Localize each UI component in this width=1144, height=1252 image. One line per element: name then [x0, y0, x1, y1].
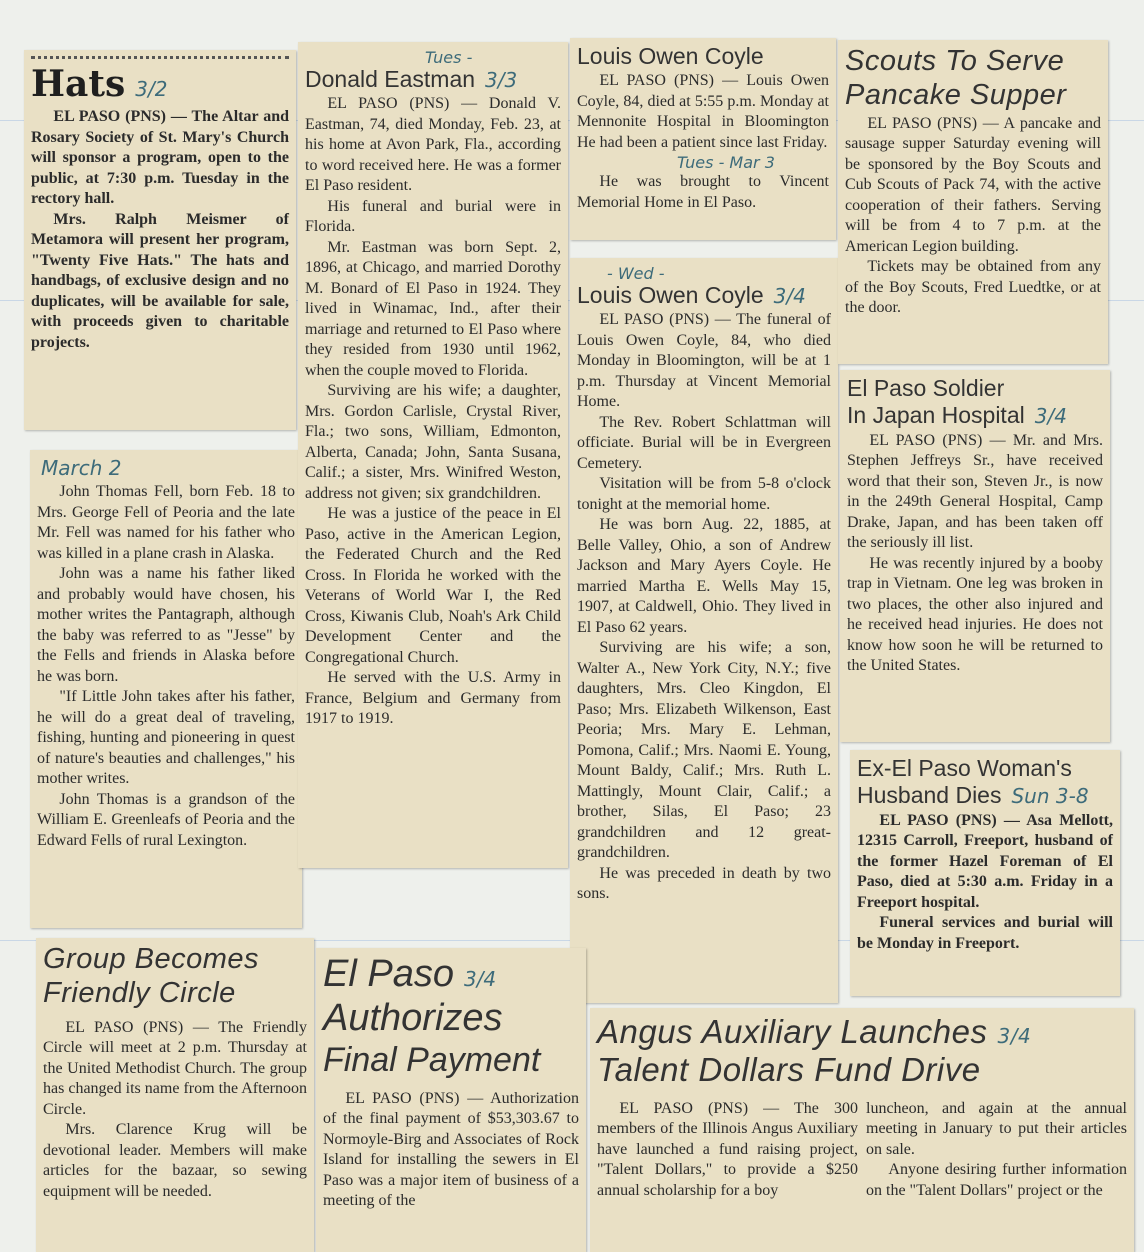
- coyle-funeral-headline: Louis Owen Coyle 3/4: [577, 282, 806, 308]
- clipping-final-payment: [316, 948, 586, 1252]
- eastman-headline: Donald Eastman 3/3: [305, 66, 518, 92]
- paragraph: Mrs. Clarence Krug will be devotional leader. Members will make articles for the bazaar, so sewing equipment will be needed.: [43, 1121, 307, 1200]
- paragraph: Surviving are his wife; a son, Walter A., New York City, N.Y.; five daughters, Mrs. Cleo Kingdon, El Paso; Mrs. Elizabeth Wilkenson, East Peoria; Mrs. Mary E. Lehman, Pomona, Calif.; Mrs. Naomi E. Young, Mount Baldy, Calif.; Mrs. Ruth L. Mattingly, Mount Clair, Calif.; a brother, Silas, El Paso; 23 grandchildren and 12 great-grandchildren.: [577, 639, 831, 862]
- exwoman-headline-2: Husband Dies Sun 3-8: [857, 782, 1089, 809]
- handwritten-note: - Wed -: [607, 264, 665, 283]
- handwritten-date: March 2: [41, 456, 122, 480]
- paragraph: He was recently injured by a booby trap in Vietnam. One leg was broken in two places, the other also injured and he received head injuries. He does not know how soon he will be returned to the United States.: [847, 554, 1103, 675]
- paragraph: The Rev. Robert Schlattman will officiate. Burial will be in Evergreen Cemetery.: [577, 413, 831, 472]
- clipping-coyle-funeral: [570, 258, 838, 1003]
- handwritten-date: 3/2: [135, 77, 168, 101]
- soldier-headline-1: El Paso Soldier: [847, 375, 1005, 401]
- handwritten-date: 3/4: [1034, 404, 1067, 429]
- paragraph: Visitation will be from 5-8 o'clock tonight at the memorial home.: [577, 475, 831, 513]
- paragraph: EL PASO (PNS) — The Altar and Rosary Society of St. Mary's Church will sponsor a program, open to the public, at 7:30 p.m. Tuesday in the rectory hall.: [31, 108, 289, 207]
- friendly-headline-2: Friendly Circle: [43, 976, 236, 1009]
- paragraph: EL PASO (PNS) — The Friendly Circle will meet at 2 p.m. Thursday at the United Methodist Church. The group has changed its name from the Afternoon Circle.: [43, 1018, 307, 1118]
- paragraph: Funeral services and burial will be Monday in Freeport.: [857, 914, 1113, 952]
- paragraph: "If Little John takes after his father, he will do a great deal of traveling, fishing, hunting and pioneering in quest of nature's beauties and challenges," his mother writes.: [37, 688, 295, 787]
- payment-headline-1: El Paso 3/4: [323, 953, 497, 995]
- paragraph: He was a justice of the peace in El Paso, active in the American Legion, the Federated Church and the Red Cross. In Florida he worked with the Veterans of World War I, the Red Cross, Kiwanis Club, Noah's Ark Child Development Center and the Congregational Church.: [305, 505, 561, 666]
- divider: [31, 56, 289, 59]
- paragraph: Mr. Eastman was born Sept. 2, 1896, at Chicago, and married Dorothy M. Bonard of El Paso in 1924. They lived in Winamac, Ind., after their marriage and returned to El Paso where they resided from 1930 until 1962, when the couple moved to Florida.: [305, 238, 561, 379]
- exwoman-headline-1: Ex-El Paso Woman's: [857, 755, 1072, 781]
- paragraph: He was born Aug. 22, 1885, at Belle Valley, Ohio, a son of Andrew Jackson and Mary Ayers Coyle. He married Martha E. Wells May 15, 1907, at Caldwell, Ohio. They lived in El Paso 62 years.: [577, 516, 831, 636]
- paragraph: Surviving are his wife; a daughter, Mrs. Gordon Carlisle, Crystal River, Fla.; two sons, William, Edmonton, Alberta, Canada; John, Santa Susana, Calif.; a sister, Mrs. Winifred Weston, address not given; six grandchildren.: [305, 382, 561, 502]
- paragraph: Anyone desiring further information on the "Talent Dollars" project or the: [866, 1161, 1127, 1199]
- paragraph: EL PASO (PNS) — The funeral of Louis Owen Coyle, 84, who died Monday in Bloomington, will be at 1 p.m. Thursday at Vincent Memorial Home.: [577, 311, 831, 411]
- payment-headline-2: Authorizes: [323, 996, 503, 1039]
- paragraph: EL PASO (PNS) — The 300 members of the Illinois Angus Auxiliary have launched a fund raising project, "Talent Dollars," to provide a $250 annual scholarship for a boy: [597, 1099, 858, 1199]
- paragraph: luncheon, and again at the annual meeting in January to put their articles on sale.: [866, 1099, 1127, 1158]
- clipping-soldier: [840, 370, 1110, 742]
- angus-headline-1: Angus Auxiliary Launches 3/4: [597, 1013, 1032, 1050]
- clipping-angus-auxiliary: [590, 1008, 1134, 1252]
- paragraph: Mrs. Ralph Meismer of Metamora will present her program, "Twenty Five Hats." The hats and handbags, of exclusive design and no duplicates, will be available for sale, with proceeds given to charitable projects.: [31, 210, 289, 351]
- paragraph: He was preceded in death by two sons.: [577, 864, 831, 903]
- handwritten-date: 3/3: [485, 68, 518, 92]
- coyle-headline: Louis Owen Coyle: [577, 43, 764, 69]
- friendly-headline-1: Group Becomes: [43, 943, 260, 975]
- paragraph: EL PASO (PNS) — Authorization of the final payment of $53,303.67 to Normoyle-Birg and Associates of Rock Island for installing the sewers in El Paso was a major item of business of a meeting of the: [323, 1089, 579, 1210]
- handwritten-date: 3/4: [773, 284, 806, 308]
- paragraph: John Thomas Fell, born Feb. 18 to Mrs. George Fell of Peoria and the late Mr. Fell was named for his father who was killed in a plane crash in Alaska.: [37, 483, 295, 562]
- clipping-scouts: [838, 40, 1108, 364]
- angus-headline-2: Talent Dollars Fund Drive: [597, 1051, 981, 1089]
- paragraph: EL PASO (PNS) — Donald V. Eastman, 74, died Monday, Feb. 23, at his home at Avon Park, Fla., according to word received here. He was a former El Paso resident.: [305, 95, 561, 195]
- hats-headline: Hats 3/2: [31, 63, 168, 105]
- paragraph: He was brought to Vincent Memorial Home in El Paso.: [577, 173, 829, 211]
- clipping-friendly-circle: [36, 938, 314, 1252]
- handwritten-date: Sun 3-8: [1011, 784, 1089, 809]
- paragraph: John Thomas is a grandson of the William E. Greenleafs of Peoria and the Edward Fells of rural Lexington.: [37, 790, 295, 849]
- clipping-ex-woman: [850, 750, 1120, 996]
- handwritten-date: 3/4: [463, 967, 497, 991]
- angus-columns: [597, 1099, 1127, 1202]
- scouts-headline-2: Pancake Supper: [845, 78, 1067, 111]
- paragraph: EL PASO (PNS) — A pancake and sausage supper Saturday evening will be sponsored by the Boy Scouts and Cub Scouts of Pack 74, with the active cooperation of their fathers. Serving will be from 4 to 7 p.m. at the American Legion building.: [845, 114, 1101, 255]
- clipping-eastman: [298, 42, 568, 868]
- handwritten-note: Tues -: [425, 48, 473, 67]
- handwritten-date: 3/4: [997, 1024, 1032, 1048]
- paragraph: EL PASO (PNS) — Louis Owen Coyle, 84, died at 5:55 p.m. Monday at Mennonite Hospital in Bloomington He had been a patient since last Friday.: [577, 72, 829, 151]
- clipping-hats: [24, 50, 296, 430]
- paragraph: EL PASO (PNS) — Asa Mellott, 12315 Carroll, Freeport, husband of the former Hazel Foreman of El Paso, died at 5:30 a.m. Friday in a Freeport hospital.: [857, 811, 1113, 911]
- clipping-coyle-death: [570, 38, 836, 240]
- paragraph: John was a name his father liked and probably would have chosen, his mother writes the Pantagraph, although the baby was referred to as "Jesse" by the Fells and friends in Alaska before he was born.: [37, 565, 295, 685]
- paragraph: Tickets may be obtained from any of the Boy Scouts, Fred Luedtke, or at the door.: [845, 258, 1101, 317]
- clipping-fell-birth: [30, 450, 302, 928]
- payment-headline-3: Final Payment: [323, 1040, 541, 1079]
- paragraph: EL PASO (PNS) — Mr. and Mrs. Stephen Jeffreys Sr., have received word that their son, Steven Jr., is now in the 249th General Hospital, Camp Drake, Japan, and has been taken off the seriously ill list.: [847, 431, 1103, 552]
- soldier-headline-2: In Japan Hospital 3/4: [847, 402, 1067, 429]
- handwritten-note: Tues - Mar 3: [677, 153, 775, 173]
- paragraph: He served with the U.S. Army in France, Belgium and Germany from 1917 to 1919.: [305, 669, 561, 728]
- scouts-headline-1: Scouts To Serve: [845, 45, 1065, 77]
- paragraph: His funeral and burial were in Florida.: [305, 197, 561, 236]
